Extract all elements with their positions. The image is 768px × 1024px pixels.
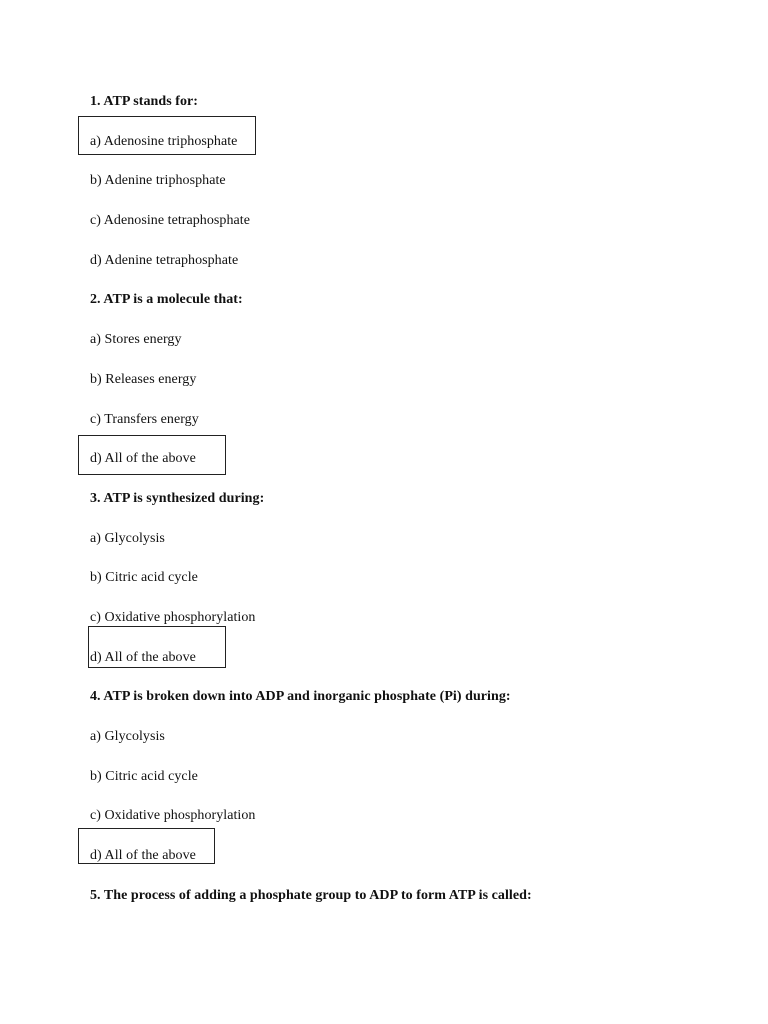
- question-4: 4. ATP is broken down into ADP and inorganic phosphate (Pi) during:: [90, 689, 511, 704]
- q4-option-a: a) Glycolysis: [90, 729, 165, 744]
- q3-option-c: c) Oxidative phosphorylation: [90, 610, 256, 625]
- question-5: 5. The process of adding a phosphate group to ADP to form ATP is called:: [90, 888, 532, 903]
- q4-option-d: d) All of the above: [90, 848, 196, 863]
- q1-option-d: d) Adenine tetraphosphate: [90, 253, 239, 268]
- q1-option-b: b) Adenine triphosphate: [90, 173, 226, 188]
- question-1: 1. ATP stands for:: [90, 94, 198, 109]
- q1-option-c: c) Adenosine tetraphosphate: [90, 213, 250, 228]
- q4-option-c: c) Oxidative phosphorylation: [90, 808, 256, 823]
- q1-option-a: a) Adenosine triphosphate: [90, 134, 238, 149]
- q3-option-a: a) Glycolysis: [90, 531, 165, 546]
- q4-answer-box: [78, 828, 215, 864]
- q4-option-b: b) Citric acid cycle: [90, 769, 198, 784]
- q2-option-b: b) Releases energy: [90, 372, 197, 387]
- question-2: 2. ATP is a molecule that:: [90, 292, 243, 307]
- question-3: 3. ATP is synthesized during:: [90, 491, 265, 506]
- q2-answer-box: [78, 435, 226, 475]
- q2-option-d: d) All of the above: [90, 451, 196, 466]
- q2-option-a: a) Stores energy: [90, 332, 182, 347]
- q1-answer-box: [78, 116, 256, 155]
- q3-option-d: d) All of the above: [90, 650, 196, 665]
- q3-answer-box: [88, 626, 226, 668]
- q2-option-c: c) Transfers energy: [90, 412, 199, 427]
- q3-option-b: b) Citric acid cycle: [90, 570, 198, 585]
